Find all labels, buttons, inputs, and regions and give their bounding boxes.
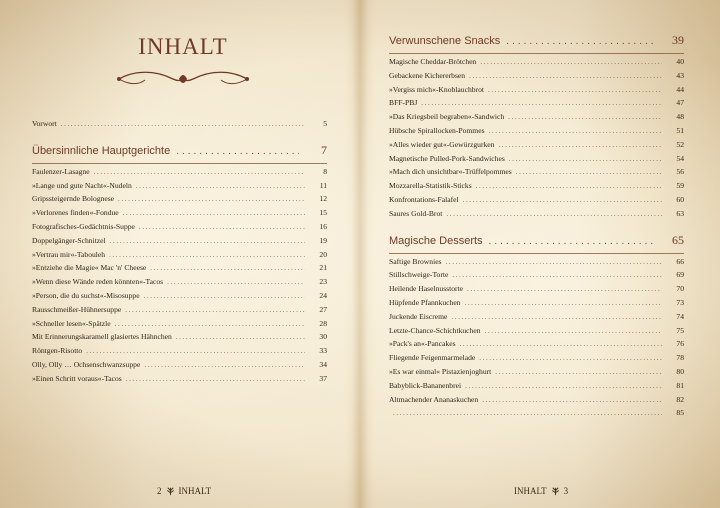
dot-leader (479, 354, 662, 362)
dot-leader (126, 375, 305, 383)
entry-page: 54 (676, 153, 684, 163)
entry-title: Magnetische Pulled-Pork-Sandwiches (389, 153, 505, 163)
dot-leader (144, 361, 305, 369)
section-title: Verwunschene Snacks (389, 35, 501, 47)
toc-entry[interactable] (389, 395, 684, 409)
entry-title: »Vergiss mich«-Knoblauchbrot (389, 84, 484, 94)
toc-section-heading[interactable] (389, 33, 684, 53)
entry-page: 82 (676, 394, 684, 404)
entry-title: »Vertrau mir«-Tabouleh (32, 249, 106, 259)
entry-page: 85 (676, 408, 684, 418)
entry-page: 75 (676, 325, 684, 335)
entry-page: 60 (676, 194, 684, 204)
dot-leader (476, 182, 662, 190)
toc-entry[interactable] (389, 71, 684, 85)
entry-page: 8 (323, 166, 327, 176)
entry-title: Magische Cheddar-Brötchen (389, 57, 477, 66)
entry-title: »Entziehe die Magie« Mac 'n' Cheese (32, 263, 147, 273)
page-title: INHALT (138, 34, 228, 59)
entry-title: Vorwort (32, 119, 57, 128)
toc-entry[interactable] (389, 353, 684, 367)
toc-entry[interactable] (32, 167, 327, 181)
entry-title: Stillschweige-Torte (389, 270, 449, 280)
entry-title: Babyblick-Bananenbrei (389, 380, 462, 390)
section-title: Übersinnliche Hauptgerichte (32, 144, 171, 157)
section-title: Magische Desserts (389, 234, 483, 247)
entry-title: Olly, Olly … Ochsenschwanzsuppe (32, 359, 141, 369)
entry-page: 15 (319, 208, 327, 218)
entry-title: Altmachender Ananaskuchen (389, 394, 479, 404)
entry-page: 28 (319, 318, 327, 328)
toc-entry[interactable] (32, 222, 327, 236)
book-gutter (352, 0, 368, 508)
dot-leader (94, 168, 305, 176)
dot-leader (498, 141, 662, 149)
dot-leader (115, 320, 305, 328)
entry-title: Heilende Haselnusstorte (389, 284, 464, 294)
entry-page: 44 (676, 84, 684, 94)
entry-title: »Pack's an«-Pancakes (389, 339, 456, 349)
entry-title: »Person, die du suchst«-Misosuppe (32, 290, 140, 300)
dot-leader (144, 292, 305, 300)
entry-page: 48 (676, 112, 684, 122)
dot-leader (139, 223, 305, 231)
entry-page: 81 (676, 380, 684, 390)
toc-entry[interactable] (389, 284, 684, 298)
dot-leader (463, 196, 662, 204)
entry-title: Fotografisches-Gedächtnis-Suppe (32, 221, 135, 231)
toc-entry[interactable] (32, 208, 327, 222)
toc-entry[interactable] (32, 332, 327, 346)
dot-leader (495, 368, 662, 376)
entry-page: 34 (319, 359, 327, 369)
entry-page: 33 (319, 346, 327, 356)
toc-entry[interactable] (32, 291, 327, 305)
toc-entry[interactable] (32, 194, 327, 208)
toc-entry[interactable] (389, 167, 684, 181)
toc-entry[interactable] (389, 339, 684, 353)
entry-page: 74 (676, 311, 684, 321)
entry-page: 59 (676, 181, 684, 191)
dot-leader (506, 36, 656, 47)
dot-leader (176, 146, 299, 157)
dot-leader (109, 251, 305, 259)
entry-title: Rausschmeißer-Hühnersuppe (32, 304, 122, 314)
section-entries (389, 257, 684, 423)
entry-page: 27 (319, 304, 327, 314)
section-page: 7 (321, 142, 327, 157)
page-number: 2 (157, 485, 162, 496)
dot-leader (421, 99, 662, 107)
dot-leader (469, 72, 662, 80)
page-folio (514, 485, 568, 496)
entry-title: Mit Erinnerungskaramell glasiertes Hähnchen (32, 332, 172, 342)
dot-leader (489, 127, 662, 135)
toc-entry[interactable] (32, 277, 327, 291)
section-page: 39 (672, 33, 684, 47)
dot-leader (467, 285, 662, 293)
toc-entry[interactable] (32, 181, 327, 195)
section-rule (389, 53, 684, 54)
toc-entry[interactable] (389, 112, 684, 126)
page-number: 3 (563, 485, 569, 496)
entry-title: Fliegende Feigenmarmelade (389, 353, 476, 363)
toc-entry[interactable] (32, 263, 327, 277)
entry-page: 47 (676, 98, 684, 108)
entry-title: Konfrontations-Falafel (389, 194, 459, 204)
entry-title: Röntgen-Risotto (32, 346, 83, 356)
entry-title: Faulenzer-Lasagne (32, 166, 90, 176)
entry-page: 70 (676, 284, 684, 294)
dot-leader (464, 299, 662, 307)
dot-leader (446, 258, 662, 266)
dot-leader (465, 382, 662, 390)
dot-leader (460, 340, 662, 348)
dot-leader (136, 182, 305, 190)
entry-title: »Alles wieder gut«-Gewürzgurken (389, 139, 495, 149)
entry-page: 63 (676, 208, 684, 218)
section-entries (389, 57, 684, 223)
entry-page: 5 (323, 119, 327, 128)
entry-page: 56 (676, 167, 684, 177)
toc-entry[interactable] (389, 270, 684, 284)
entry-title: Hüpfende Pfannkuchen (389, 297, 461, 307)
entry-page: 40 (676, 57, 684, 66)
entry-page: 76 (676, 339, 684, 349)
dot-leader (489, 236, 656, 247)
toc-entry[interactable] (32, 319, 327, 333)
entry-title: »Es war einmal« Pistazienjoghurt (389, 366, 492, 376)
toc-entry[interactable] (389, 126, 684, 140)
entry-page: 78 (676, 353, 684, 363)
entry-title: Juckende Eiscreme (389, 311, 448, 321)
section-rule (389, 253, 684, 254)
entry-page: 43 (676, 70, 684, 80)
entry-title: Gripssteigernde Bolognese (32, 194, 115, 204)
page-folio (157, 485, 211, 496)
entry-page: 73 (676, 297, 684, 307)
toc-entry[interactable] (389, 195, 684, 209)
entry-page: 23 (319, 277, 327, 287)
dot-leader (167, 278, 305, 286)
entry-page: 69 (676, 270, 684, 280)
dot-leader (480, 58, 662, 66)
sprig-icon (550, 485, 561, 496)
flourish-ornament-icon (115, 68, 251, 90)
dot-leader (123, 209, 305, 217)
toc-section-heading[interactable] (32, 143, 327, 163)
toc-entry[interactable] (389, 367, 684, 381)
toc-entry[interactable] (389, 312, 684, 326)
entry-page: 12 (319, 194, 327, 204)
entry-title: »Mach dich unsichtbar«-Trüffelpommes (389, 167, 512, 177)
toc-entry[interactable] (389, 257, 684, 271)
entry-title: Gebackene Kichererbsen (389, 70, 466, 80)
entry-title: Hübsche Spirallocken-Pommes (389, 125, 485, 135)
entry-title: Letzte-Chance-Schichtkuchen (389, 325, 481, 335)
entry-page: 66 (676, 256, 684, 266)
toc-entry[interactable] (389, 298, 684, 312)
entry-title: »Das Kriegsbeil begraben«-Sandwich (389, 112, 505, 122)
entry-page: 19 (319, 235, 327, 245)
toc-entry[interactable] (32, 250, 327, 264)
toc-entry[interactable] (389, 85, 684, 99)
toc-right (389, 33, 684, 422)
dot-leader (509, 155, 662, 163)
entry-title: »Wenn diese Wände reden könnten«-Tacos (32, 277, 164, 287)
dot-leader (516, 168, 662, 176)
section-rule (32, 163, 327, 164)
entry-page: 21 (319, 263, 327, 273)
entry-title: Mozzarella-Statistik-Sticks (389, 181, 472, 191)
entry-title: »Verlorenes finden«-Fondue (32, 208, 119, 218)
entry-title: Saftige Brownies (389, 256, 442, 266)
entry-title: »Lange und gute Nacht«-Nudeln (32, 180, 132, 190)
dot-leader (488, 86, 662, 94)
dot-leader (482, 396, 662, 404)
entry-page: 37 (319, 373, 327, 383)
dot-leader (452, 271, 662, 279)
dot-leader (150, 264, 305, 272)
entry-title: Saures Gold-Brot (389, 208, 443, 218)
toc-entry[interactable] (389, 381, 684, 395)
dot-leader (61, 120, 305, 128)
entry-title: Doppelgänger-Schnitzel (32, 235, 106, 245)
dot-leader (125, 306, 305, 314)
toc-entry[interactable] (389, 98, 684, 112)
dot-leader (451, 313, 662, 321)
dot-leader (485, 327, 662, 335)
dot-leader (86, 347, 305, 355)
toc-entry[interactable] (389, 408, 684, 422)
entry-title: BFF-PBJ (389, 98, 418, 108)
right-page (389, 0, 691, 508)
toc-entry[interactable] (32, 360, 327, 374)
folio-label: INHALT (178, 485, 212, 496)
section-entries (32, 167, 327, 388)
section-page: 65 (672, 232, 684, 247)
entry-page: 80 (676, 366, 684, 376)
toc-section-heading[interactable] (389, 233, 684, 253)
dot-leader (508, 113, 662, 121)
toc-entry[interactable] (389, 326, 684, 340)
dot-leader (393, 409, 662, 417)
toc-entry[interactable] (32, 236, 327, 250)
toc-entry[interactable] (389, 181, 684, 195)
left-page (32, 0, 334, 508)
toc-entry[interactable] (32, 305, 327, 319)
dot-leader (110, 237, 305, 245)
entry-title: »Einen Schritt voraus«-Tacos (32, 373, 122, 383)
toc-entry[interactable] (389, 140, 684, 154)
toc-entry[interactable] (389, 209, 684, 223)
toc-entry[interactable] (32, 119, 327, 133)
folio-label: INHALT (514, 485, 547, 496)
entry-title: »Schneller lesen«-Spätzle (32, 318, 111, 328)
toc-entry[interactable] (32, 346, 327, 360)
entry-page: 52 (676, 139, 684, 149)
entry-page: 30 (319, 332, 327, 342)
entry-page: 20 (319, 249, 327, 259)
entry-page: 24 (319, 290, 327, 300)
entry-page: 11 (319, 180, 327, 190)
entry-page: 16 (319, 221, 327, 231)
toc-entry[interactable] (32, 374, 327, 388)
sprig-icon (165, 485, 176, 496)
toc-entry[interactable] (389, 57, 684, 71)
dot-leader (446, 210, 662, 218)
entry-page: 51 (676, 125, 684, 135)
toc-left (32, 119, 327, 388)
dot-leader (118, 195, 305, 203)
dot-leader (176, 333, 305, 341)
toc-entry[interactable] (389, 154, 684, 168)
